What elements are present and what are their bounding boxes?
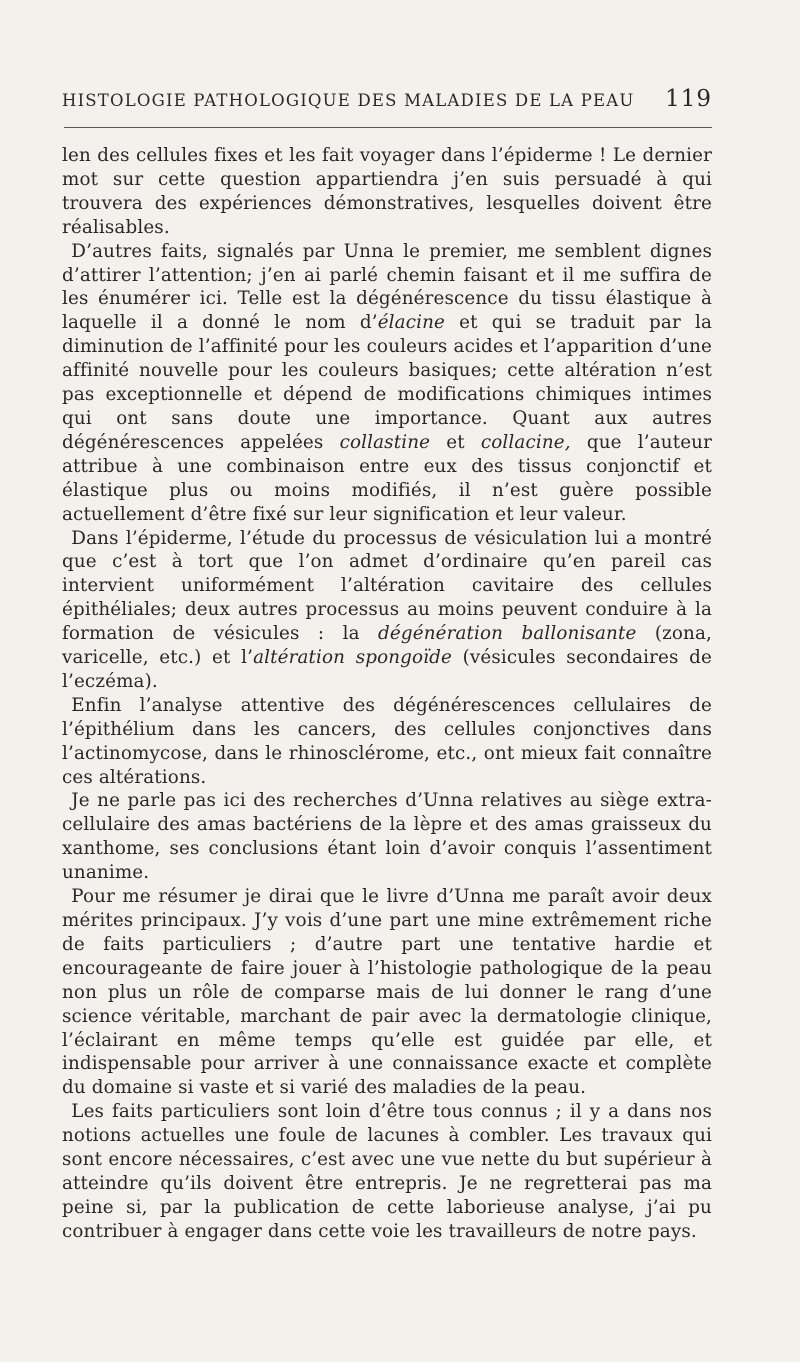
paragraph-3-text-c: (vésicules secondaires de l’eczéma). [62,647,712,692]
paragraph-1 [62,144,712,240]
paragraph-6 [62,885,712,1100]
term-alteration-spongoide: altération spongoïde [253,647,452,669]
term-collastine: collastine [339,431,431,453]
page-header [62,86,712,116]
paragraph-4-text: Enfin l’analyse attentive des dégénérescences cellulaires de l’épithélium dans les cancers, des cellules conjonctives dans l’actinomycose, dans le rhinosclérome, etc., ont mieux fait connaître ces altérations. [62,694,712,788]
term-elacine: élacine [377,312,445,334]
paragraph-2-text-c: et [430,431,481,453]
running-title: HISTOLOGIE PATHOLOGIQUE DES MALADIES DE LA PEAU [62,91,635,110]
page-number: 119 [665,86,712,112]
header-rule [64,127,712,128]
paragraph-2-text-b: et qui se traduit par la diminution de l’affinité pour les couleurs acides et l’apparition d’une affinité nouvelle pour les couleurs basiques; cette altération n’est pas exceptionnelle et dépend de modifications chimiques intimes qui ont sans doute une importance. Quant aux autres dégénérescences appelées [62,312,713,453]
paragraph-5 [62,789,712,885]
paragraph-2-text-d: que l’auteur attribue à une combinaison entre eux des tissus conjonctif et élastique plus ou moins modifiés, il n’est guère possible actuellement d’être fixé sur leur signification et leur valeur. [62,431,712,525]
paragraph-2 [62,240,712,527]
paragraph-4 [62,694,712,790]
paragraph-3 [62,527,712,694]
term-collacine: collacine, [480,431,571,453]
paragraph-7 [62,1100,712,1243]
paragraph-6-text: Pour me résumer je dirai que le livre d’Unna me paraît avoir deux mérites principaux. J’y vois d’une part une mine extrêmement riche de faits particuliers ; d’autre part une tentative hardie et encourageante de faire jouer à l’histologie pathologique de la peau non plus un rôle de comparse mais de lui donner le rang d’une science véritable, marchant de pair avec la dermatologie clinique, l’éclairant en même temps qu’elle est guidée par elle, et indispensable pour arriver à une connaissance exacte et complète du domaine si vaste et si varié des maladies de la peau. [62,886,712,1099]
paragraph-2-text-a: D’autres faits, signalés par Unna le premier, me semblent dignes d’attirer l’attention; j’en ai parlé chemin faisant et il me suffira de les énumérer ici. Telle est la dégénérescence du tissu élastique à laquelle il a donné le nom d’ [62,240,712,334]
paragraph-3-text-a: Dans l’épiderme, l’étude du processus de vésiculation lui a montré que c’est à tort que l’on admet d’ordinaire qu’en pareil cas intervient uniformément l’altération cavitaire des cellules épithéliales; deux autres processus au moins peuvent conduire à la formation de vésicules : la [62,527,712,645]
body-text [62,144,712,1244]
paragraph-3-text-b: (zona, varicelle, etc.) et l’ [62,623,712,669]
term-degeneration-ballonisante: dégénération ballonisante [378,623,637,645]
paragraph-7-text: Les faits particuliers sont loin d’être tous connus ; il y a dans nos notions actuelles une foule de lacunes à combler. Les travaux qui sont encore nécessaires, c’est avec une vue nette du but supérieur à atteindre qu’ils doivent être entrepris. Je ne regretterai pas ma peine si, par la publication de cette laborieuse analyse, j’ai pu contribuer à engager dans cette voie les travailleurs de notre pays. [62,1101,712,1242]
paragraph-1-text: len des cellules fixes et les fait voyager dans l’épiderme ! Le dernier mot sur cette question appartiendra j’en suis persuadé à qui trouvera des expériences démonstratives, lesquelles doivent être réalisables. [62,145,712,238]
paragraph-5-text: Je ne parle pas ici des recherches d’Unna relatives au siège extra-cellulaire des amas bactériens de la lèpre et des amas graisseux du xanthome, ses conclusions étant loin d’avoir conquis l’assentiment unanime. [62,790,712,884]
